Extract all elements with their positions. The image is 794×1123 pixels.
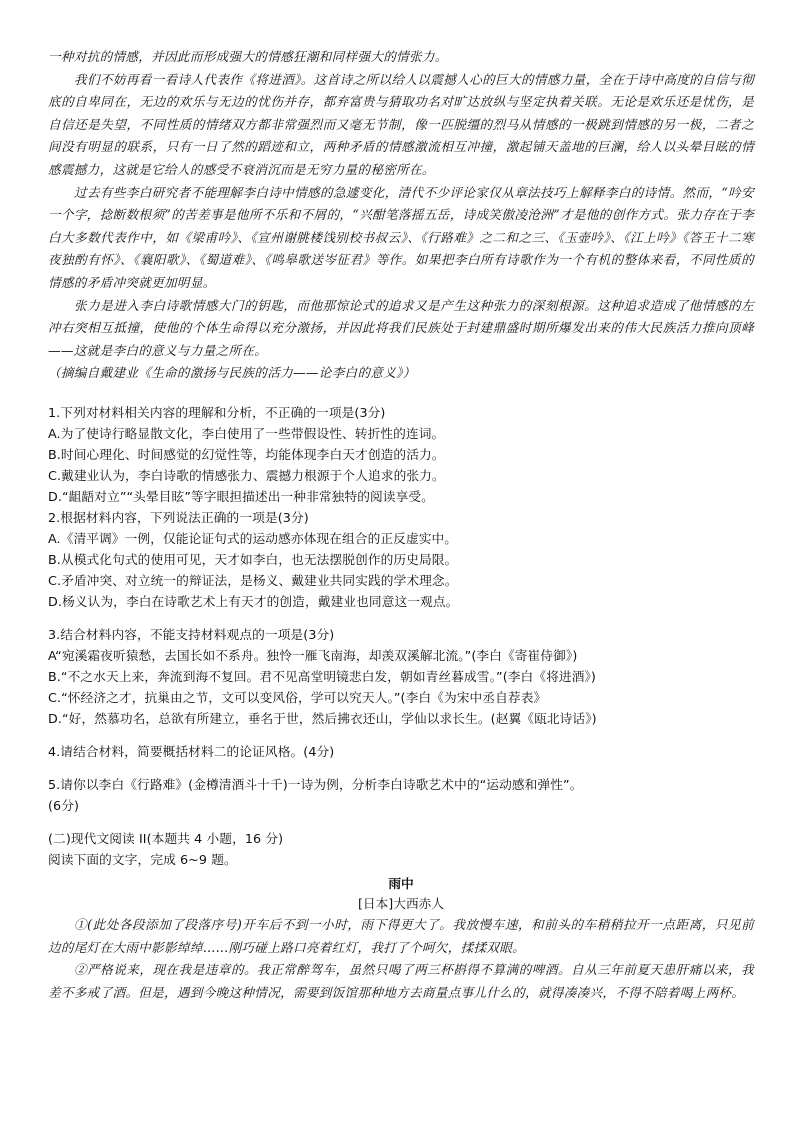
question-stem: 5.请你以李白《行路难》(金樽清酒斗十千)一诗为例，分析李白诗歌艺术中的“运动感和弹性”。 — [48, 776, 583, 792]
passage-paragraph: 一种对抗的情感，并因此而形成强大的情感狂潮和同样强大的情张力。 — [48, 49, 448, 64]
option-d: D.“好，然慕功名，总欲有所建立，垂名于世，然后拂衣还山，学仙以求长生。(赵翼《瓯北诗话》) — [48, 710, 597, 726]
passage-paragraph: 我们不妨再看一看诗人代表作《将进酒》。这首诗之所以给人以震撼人心的巨大的情感力量，全在于诗中高度的自信与彻底的自卑同在，无边的欢乐与无边的忧伤并存，都弃富贵与猜取功名对旷达放纵与坚定执着关联。无论是欢乐还是忧伤，是自信还是失望，不同性质的情绪双方都非常强烈而又毫无节制，像一匹脱缰的烈马从情感的一极跳到情感的另一极，二者之间没有明显的联系，只有一日了然的蹈迹和立，两种矛盾的情感激流相互冲撞，激起铺天盖地的巨澜，给人以头晕目眩的情感震撼力，这就是它给人的感受不衰消沉而是无穷力量的秘密所在。 — [48, 71, 754, 177]
option-a: A.为了使诗行略显散文化，李白使用了一些带假设性、转折性的连词。 — [48, 425, 445, 441]
question-stem: 2.根据材料内容，下列说法正确的一项是(3分) — [48, 509, 309, 525]
question-points: (6分) — [48, 797, 80, 813]
passage-source: （摘编自戴建业《生命的激扬与民族的活力——论李白的意义》） — [48, 365, 416, 381]
option-d: D.杨义认为，李白在诗歌艺术上有天才的创造，戴建业也同意这一观点。 — [48, 593, 459, 609]
story-body — [48, 914, 754, 1004]
option-c: C.戴建业认为，李白诗歌的情感张力、震撼力根源于个人追求的张力。 — [48, 467, 445, 483]
passage-paragraph: 过去有些李白研究者不能理解李白诗中情感的急遽变化，清代不少评论家仅从章法技巧上解释李白的诗情。然而，“吟安一个字，捻断数根须”的苦差事是他所不乐和不屑的，“兴酣笔落摇五岳，诗成笑傲凌沧洲”才是他的创作方式。张力存在于李白大多数代表作中，如《梁甫吟》、《宣州谢朓楼饯别校书叔云》、《行路难》之二和之三、《玉壶吟》、《江上吟》《答王十二寒夜独酌有怀》、《襄阳歌》、《蜀道难》、《鸣皋歌送岑征君》等作。如果把李白所有诗歌作为一个有机的整体来看，不同性质的情感的矛盾冲突就更加明显。 — [48, 184, 754, 290]
question-3 — [48, 624, 754, 729]
question-stem: 1.下列对材料相关内容的理解和分析，不正确的一项是(3分) — [48, 404, 386, 420]
question-5 — [48, 774, 754, 816]
story-author: [日本]大西赤人 — [357, 895, 445, 911]
question-1 — [48, 402, 754, 507]
option-b: B.时间心理化、时间感觉的幻觉性等，均能体现李白天才创造的活力。 — [48, 446, 445, 462]
option-c: C.矛盾冲突、对立统一的辩证法，是杨义、戴建业共同实践的学术理念。 — [48, 572, 458, 588]
story-paragraph: ①(此处各段添加了段落序号)开车后不到一小时，雨下得更大了。我放慢车速，和前头的车稍稍拉开一点距离，只见前边的尾灯在大雨中影影绰绰……刚巧碰上路口亮着红灯，我打了个呵欠，揉揉双眼。 — [48, 916, 754, 955]
passage-continuation — [48, 46, 754, 385]
story-paragraph: ②严格说来，现在我是违章的。我正常醉驾车，虽然只喝了两三杯斟得不算满的啤酒。自从三年前夏天患肝痛以来，我差不多戒了酒。但是，遇到今晚这种情况，需要到饭馆那种地方去商量点事儿什么的，就得凑凑兴，不得不陪着喝上两杯。 — [48, 962, 754, 1000]
document-page — [48, 46, 754, 1004]
option-b: B.“不之水天上来，奔流到海不复回。君不见高堂明镜悲白发，朝如青丝暮成雪。”(李白《将进酒》) — [48, 668, 596, 684]
option-b: B.从模式化句式的使用可见，天才如李白，也无法摆脱创作的历史局限。 — [48, 551, 458, 567]
option-a: A.《清平调》一例，仅能论证句式的运动感亦体现在组合的正反虚实中。 — [48, 530, 458, 546]
story-title: 雨中 — [388, 875, 414, 891]
question-stem: 3.结合材料内容，不能支持材料观点的一项是(3分) — [48, 626, 335, 642]
section-heading: (二)现代文阅读 II(本题共 4 小题，16 分) — [48, 830, 284, 846]
section-instruction: 阅读下面的文字，完成 6~9 题。 — [48, 851, 237, 867]
question-2 — [48, 507, 754, 612]
question-4: 4.请结合材料，简要概括材料二的论证风格。(4分) — [48, 743, 335, 759]
section-header — [48, 828, 754, 870]
option-c: C.“怀经济之才，抗巢由之节，文可以变风俗，学可以究天人。”(李白《为宋中丞自荐表》 — [48, 689, 547, 705]
option-d: D.“龃龉对立”“头晕目眩”等字眼担描述出一种非常独特的阅读享受。 — [48, 488, 434, 504]
option-a: A“宛溪霜夜听猿愁，去国长如不系舟。独怜一雁飞南海，却羡双溪解北流。”(李白《寄崔侍御》) — [48, 647, 578, 663]
passage-paragraph: 张力是进入李白诗歌情感大门的钥匙，而他那惊论式的追求又是产生这种张力的深刻根源。这种追求造成了他情感的左冲右突相互抵撞，使他的个体生命得以充分激扬，并因此将我们民族处于封建鼎盛时期所爆发出来的伟大民族活力推向顶峰——这就是李白的意义与力量之所在。 — [48, 297, 754, 358]
